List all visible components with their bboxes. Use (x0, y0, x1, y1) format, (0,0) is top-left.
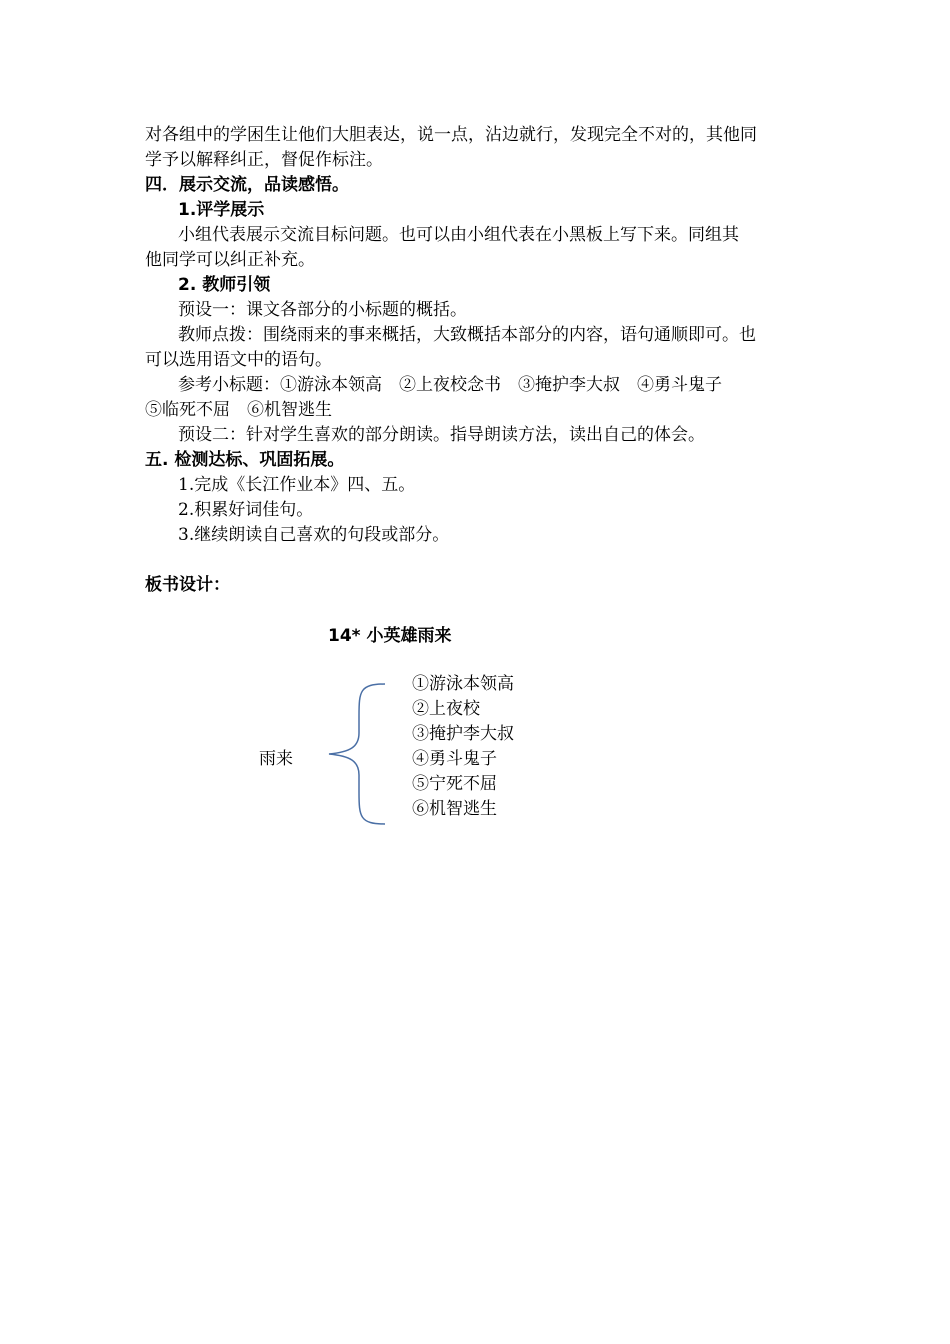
text-line-12: ⑤临死不屈 ⑥机智逃生 (145, 400, 332, 420)
curly-brace (325, 681, 389, 827)
text-line-16: 2.积累好词佳句。 (178, 500, 314, 520)
text-line-8: 预设一：课文各部分的小标题的概括。 (178, 300, 467, 320)
board-item: ②上夜校 (412, 699, 480, 719)
subheading-teacher-guide: 2. 教师引领 (178, 275, 271, 295)
text-line-1: 对各组中的学困生让他们大胆表达，说一点，沾边就行，发现完全不对的，其他同 (145, 125, 757, 145)
board-item: ④勇斗鬼子 (412, 749, 497, 769)
text-line-10: 可以选用语文中的语句。 (145, 350, 332, 370)
text-line-5: 小组代表展示交流目标问题。也可以由小组代表在小黑板上写下来。同组其 (178, 225, 739, 245)
text-line-13: 预设二：针对学生喜欢的部分朗读。指导朗读方法，读出自己的体会。 (178, 425, 705, 445)
board-items-list (412, 672, 514, 822)
section-heading-4: 四．展示交流，品读感悟。 (145, 175, 349, 195)
board-item: ⑤宁死不屈 (412, 774, 497, 794)
text-line-15: 1.完成《长江作业本》四、五。 (178, 475, 416, 495)
board-title: 14* 小英雄雨来 (328, 626, 452, 646)
board-design-heading: 板书设计： (145, 575, 230, 595)
board-item: ③掩护李大叔 (412, 724, 514, 744)
board-item: ①游泳本领高 (412, 674, 514, 694)
text-line-9: 教师点拨：围绕雨来的事来概括，大致概括本部分的内容，语句通顺即可。也 (178, 325, 756, 345)
text-line-2: 学予以解释纠正，督促作标注。 (145, 150, 383, 170)
subheading-review: 1.评学展示 (178, 200, 265, 220)
text-line-17: 3.继续朗读自己喜欢的句段或部分。 (178, 525, 450, 545)
board-left-label: 雨来 (259, 749, 293, 769)
text-line-6: 他同学可以纠正补充。 (145, 250, 315, 270)
text-line-11: 参考小标题：①游泳本领高 ②上夜校念书 ③掩护李大叔 ④勇斗鬼子 (178, 375, 722, 395)
section-heading-5: 五. 检测达标、巩固拓展。 (145, 450, 345, 470)
board-item: ⑥机智逃生 (412, 799, 497, 819)
